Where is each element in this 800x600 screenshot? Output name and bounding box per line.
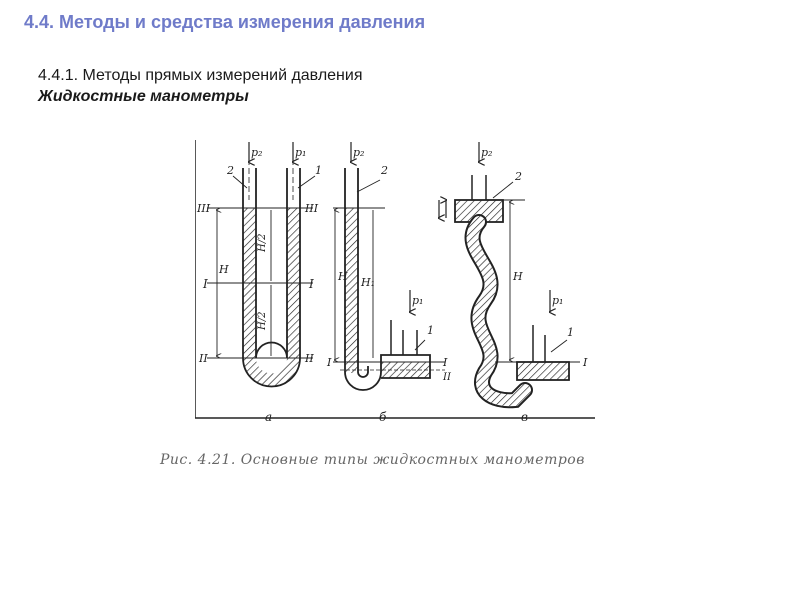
- reservoir-manometer: [333, 142, 445, 390]
- label-p1-a: p₁: [295, 146, 307, 159]
- label-level-I-left: I: [203, 277, 208, 291]
- label-p2-a: p₂: [251, 146, 263, 159]
- label-H-a: H: [219, 263, 229, 276]
- label-H-half-upper: H/2: [257, 233, 268, 252]
- label-p1-c: p₁: [552, 294, 564, 307]
- label-level-I-b-left: I: [327, 356, 332, 369]
- manometer-diagram: [195, 140, 595, 440]
- label-part-2-b: 2: [381, 164, 388, 177]
- label-part-1-c: 1: [567, 326, 574, 339]
- label-level-I-c: I: [583, 356, 588, 369]
- label-H-half-lower: H/2: [257, 311, 268, 330]
- panel-label-v: в: [521, 410, 528, 424]
- u-tube-liquid-bottom: [243, 358, 300, 386]
- label-level-II-b: II: [443, 372, 451, 383]
- reservoir-tube-liquid: [345, 208, 358, 373]
- label-H-b: H: [338, 270, 348, 283]
- flexible-hose-manometer: [439, 142, 580, 400]
- label-p2-c: p₂: [481, 146, 493, 159]
- label-level-I-right: I: [309, 277, 314, 291]
- label-p1-b: p₁: [412, 294, 424, 307]
- label-level-III-right: III: [305, 202, 319, 215]
- panel-label-a: а: [265, 410, 273, 424]
- slide-title: 4.4. Методы и средства измерения давления: [24, 12, 426, 32]
- label-H1-b: H₁: [361, 276, 376, 289]
- label-H-c: H: [513, 270, 523, 283]
- section-heading: 4.4.1. Методы прямых измерений давления: [38, 67, 363, 84]
- label-level-II-right: II: [305, 352, 314, 365]
- label-level-I-b: I: [443, 356, 448, 369]
- label-part-2-a: 2: [227, 164, 234, 177]
- label-p2-b: p₂: [353, 146, 365, 159]
- manometer-figure: [195, 140, 595, 440]
- label-part-1-a: 1: [315, 164, 322, 177]
- label-level-III-left: III: [197, 202, 211, 215]
- reservoir-tube-inner-wall: [358, 168, 368, 377]
- label-level-II-left: II: [199, 352, 208, 365]
- section-subheading: Жидкостные манометры: [38, 88, 249, 105]
- panel-label-b: б: [379, 410, 387, 424]
- label-part-1-b: 1: [427, 324, 434, 337]
- fixed-vessel: [517, 362, 569, 380]
- figure-caption: Рис. 4.21. Основные типы жидкостных манометров: [160, 452, 585, 468]
- label-part-2-c: 2: [515, 170, 522, 183]
